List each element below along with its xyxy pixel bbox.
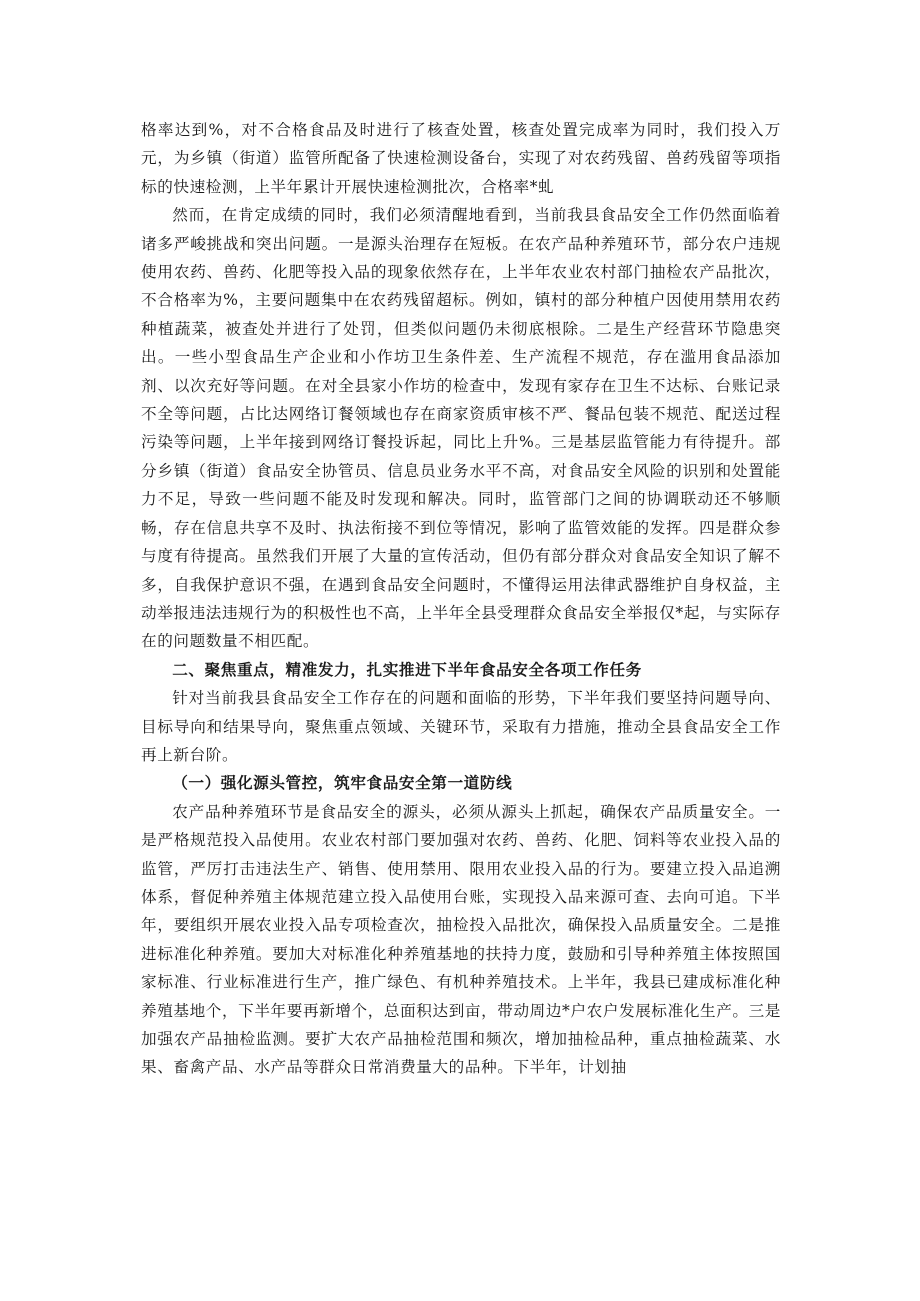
paragraph-achievements-continued: 格率达到%，对不合格食品及时进行了核查处置，核查处置完成率为同时，我们投入万元，为乡镇（街道）监管所配备了快速检测设备台，实现了对农药残留、兽药残留等项指标的快速检测，上半年累计开展快速检测批次，合格率*虬 [141, 121, 781, 196]
section-heading-2: 二、聚焦重点，精准发力，扎实推进下半年食品安全各项工作任务 [172, 659, 642, 679]
paragraph-source-control: 农产品种养殖环节是食品安全的源头，必须从源头上抓起，确保农产品质量安全。一是严格规范投入品使用。农业农村部门要加强对农药、兽药、化肥、饲料等农业投入品的监管，严厉打击违法生产、销售、使用禁用、限用农业投入品的行为。要建立投入品追溯体系，督促种养殖主体规范建立投入品使用台账，实现投入品来源可查、去向可追。下半年，要组织开展农业投入品专项检查次，抽检投入品批次，确保投入品质量安全。二是推进标准化种养殖。要加大对标准化种养殖基地的扶持力度，鼓励和引导种养殖主体按照国家标准、行业标准进行生产，推广绿色、有机种养殖技术。上半年，我县已建成标准化种养殖基地个，下半年要再新增个，总面积达到亩，带动周边*户农户发展标准化生产。三是加强农产品抽检监测。要扩大农产品抽检范围和频次，增加抽检品种，重点抽检蔬菜、水果、畜禽产品、水产品等群众日常消费量大的品种。下半年，计划抽 [141, 802, 781, 1077]
paragraph-problems: 然而，在肯定成绩的同时，我们必须清醒地看到，当前我县食品安全工作仍然面临着诸多严峻挑战和突出问题。一是源头治理存在短板。在农产品种养殖环节，部分农户违规使用农药、兽药、化肥等投入品的现象依然存在，上半年农业农村部门抽检农产品批次，不合格率为%，主要问题集中在农药残留超标。例如，镇村的部分种植户因使用禁用农药种植蔬菜，被查处并进行了处罚，但类似问题仍未彻底根除。二是生产经营环节隐患突出。一些小型食品生产企业和小作坊卫生条件差、生产流程不规范，存在滥用食品添加剂、以次充好等问题。在对全县家小作坊的检查中，发现有家存在卫生不达标、台账记录不全等问题，占比达网络订餐领域也存在商家资质审核不严、餐品包装不规范、配送过程污染等问题，上半年接到网络订餐投诉起，同比上升%。三是基层监管能力有待提升。部分乡镇（街道）食品安全协管员、信息员业务水平不高，对食品安全风险的识别和处置能力不足，导致一些问题不能及时发现和解决。同时，监管部门之间的协调联动还不够顺畅，存在信息共享不及时、执法衔接不到位等情况，影响了监管效能的发挥。四是群众参与度有待提高。虽然我们开展了大量的宣传活动，但仍有部分群众对食品安全知识了解不多，自我保护意识不强，在遇到食品安全问题时，不懂得运用法律武器维护自身权益，主动举报违法违规行为的积极性也不高，上半年全县受理群众食品安全举报仅*起，与实际存在的问题数量不相匹配。 [141, 206, 781, 651]
document-body [141, 116, 781, 1082]
subsection-heading-1: （一）强化源头管控，筑牢食品安全第一道防线 [172, 773, 513, 793]
paragraph-section-2-intro: 针对当前我县食品安全工作存在的问题和面临的形势，下半年我们要坚持问题导向、目标导向和结果导向，聚焦重点领域、关键环节，采取有力措施，推动全县食品安全工作再上新台阶。 [141, 689, 781, 764]
